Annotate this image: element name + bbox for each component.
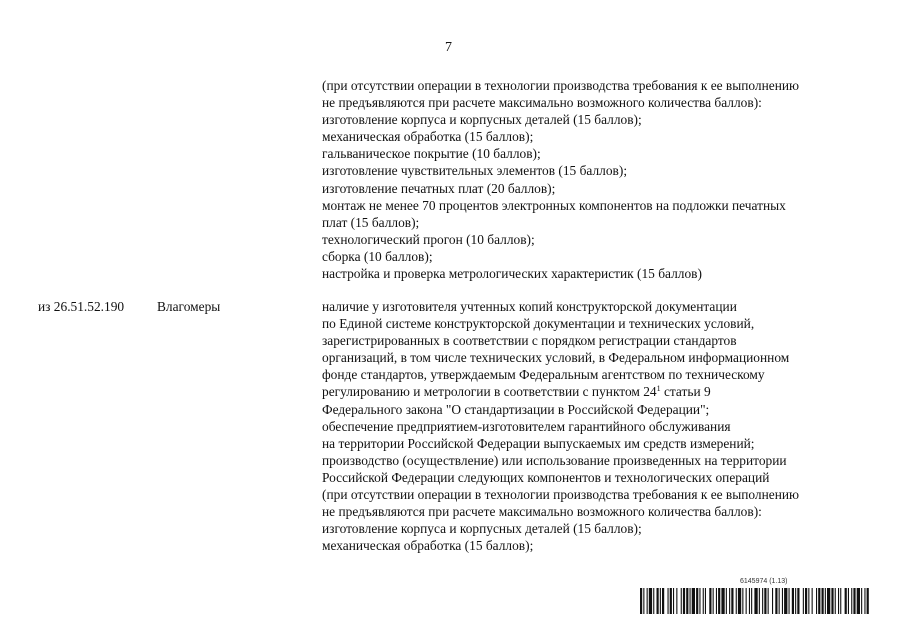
reference-text: регулированию и метрологии в соответствии с пунктом 24 — [322, 384, 657, 400]
text-line: не предъявляются при расчете максимально возможного количества баллов): — [322, 95, 762, 111]
text-line: механическая обработка (15 баллов); — [322, 129, 534, 145]
text-line: (при отсутствии операции в технологии производства требования к ее выполнению — [322, 78, 800, 93]
requirements-text-moisture-meters — [322, 298, 882, 554]
superscript: 1 — [656, 384, 661, 394]
text-line: изготовление корпуса и корпусных деталей (15 баллов); — [322, 521, 642, 537]
text-line: по Единой системе конструкторской документации и технических условий, — [322, 316, 755, 332]
reference-text-tail: статьи 9 — [660, 384, 711, 400]
barcode — [640, 588, 870, 614]
text-line: зарегистрированных в соответствии с порядком регистрации стандартов — [322, 333, 737, 349]
text-line: технологический прогон (10 баллов); — [322, 231, 535, 247]
product-name: Влагомеры — [157, 299, 221, 314]
text-line: Федерального закона "О стандартизации в Российской Федерации"; — [322, 401, 710, 417]
text-line: механическая обработка (15 баллов); — [322, 538, 534, 554]
text-line: сборка (10 баллов); — [322, 248, 433, 264]
text-line: фонде стандартов, утверждаемым Федеральным агентством по техническому — [322, 367, 765, 383]
text-line: монтаж не менее 70 процентов электронных компонентов на подложки печатных — [322, 197, 786, 213]
text-line: не предъявляются при расчете максимально возможного количества баллов): — [322, 504, 762, 520]
text-line: наличие у изготовителя учтенных копий конструкторской документации — [322, 299, 737, 314]
text-line: Российской Федерации следующих компонентов и технологических операций — [322, 469, 770, 485]
product-code: из 26.51.52.190 — [38, 299, 125, 314]
requirements-text-top — [322, 77, 882, 282]
text-line: настройка и проверка метрологических характеристик (15 баллов) — [322, 266, 702, 282]
text-line: (при отсутствии операции в технологии производства требования к ее выполнению — [322, 487, 800, 503]
text-line: плат (15 баллов); — [322, 214, 420, 230]
text-line: изготовление печатных плат (20 баллов); — [322, 180, 556, 196]
text-line: на территории Российской Федерации выпускаемых им средств измерений; — [322, 435, 755, 451]
text-line: изготовление чувствительных элементов (15 баллов); — [322, 163, 628, 179]
text-line: гальваническое покрытие (10 баллов); — [322, 146, 541, 162]
document-id: 6145974 (1.13) — [740, 578, 788, 585]
text-line: организаций, в том числе технических условий, в Федеральном информационном — [322, 350, 790, 366]
text-line: производство (осуществление) или использование произведенных на территории — [322, 452, 787, 468]
text-line: изготовление корпуса и корпусных деталей (15 баллов); — [322, 112, 642, 128]
text-line: обеспечение предприятием-изготовителем гарантийного обслуживания — [322, 418, 731, 434]
page-number: 7 — [445, 40, 452, 55]
text-line-reference — [322, 383, 882, 400]
